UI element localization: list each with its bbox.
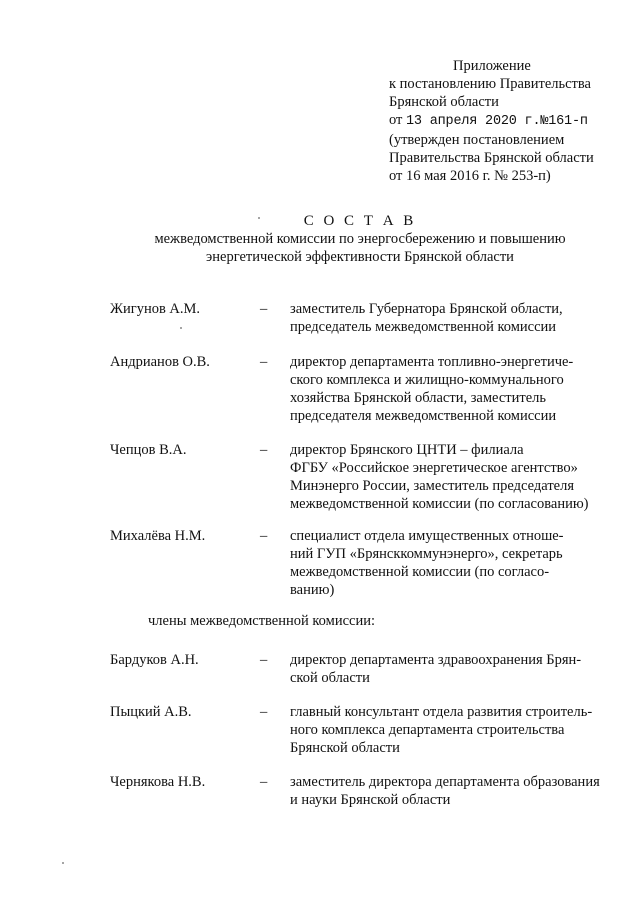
appendix-title: Приложение — [453, 58, 531, 74]
member-name: Пыцкий А.В. — [110, 704, 192, 720]
member-dash: – — [260, 704, 268, 720]
member-name: Жигунов А.М. — [110, 301, 201, 317]
member-dash: – — [260, 442, 268, 458]
member-name: Андрианов О.В. — [110, 354, 210, 370]
member-role-line: хозяйства Брянской области, заместитель — [290, 390, 546, 406]
member-role — [290, 773, 620, 809]
member-role-line: ного комплекса департамента строительства — [290, 722, 565, 738]
member-name: Михалёва Н.М. — [110, 528, 206, 544]
member-role-line: специалист отдела имущественных отноше- — [290, 528, 564, 544]
appendix-date-typed: 13 апреля 2020 г.№161-п — [406, 114, 588, 129]
member-role-line: межведомственной комиссии (по согласованию) — [290, 496, 589, 512]
appendix-line: Брянской области — [389, 94, 499, 110]
member-role-line: ний ГУП «Брянсккоммунэнерго», секретарь — [290, 546, 563, 562]
member-role-line: директор департамента топливно-энергетиче- — [290, 354, 574, 370]
member-role-line: председателя межведомственной комиссии — [290, 408, 557, 424]
member-role-line: заместитель директора департамента образования — [290, 774, 600, 790]
member-role — [290, 527, 620, 599]
member-role-line: ского комплекса и жилищно-коммунального — [290, 372, 564, 388]
member-dash: – — [260, 301, 268, 317]
member-dash: – — [260, 652, 268, 668]
member-role-line: Брянской области — [290, 740, 400, 756]
appendix-approved-line: Правительства Брянской области — [389, 150, 594, 166]
member-role — [290, 703, 620, 757]
member-role-line: ФГБУ «Российское энергетическое агентство» — [290, 460, 578, 476]
document-heading — [110, 212, 610, 266]
member-role-line: Минэнерго России, заместитель председателя — [290, 478, 575, 494]
member-role-line: межведомственной комиссии (по согласо- — [290, 564, 550, 580]
member-role-line: ской области — [290, 670, 370, 686]
member-role-line: ванию) — [290, 582, 335, 598]
member-name: Чернякова Н.В. — [110, 774, 206, 790]
heading-subtitle-line: энергетической эффективности Брянской области — [206, 249, 514, 265]
member-role-line: и науки Брянской области — [290, 792, 451, 808]
appendix-approved-line: от 16 мая 2016 г. № 253-п) — [389, 168, 551, 184]
heading-title: С О С Т А В — [303, 213, 417, 229]
member-role — [290, 441, 620, 513]
member-role — [290, 353, 620, 425]
scan-speck — [180, 327, 182, 329]
member-role-line: главный консультант отдела развития строитель- — [290, 704, 593, 720]
member-dash: – — [260, 354, 268, 370]
scan-speck — [62, 862, 64, 864]
member-name: Чепцов В.А. — [110, 442, 187, 458]
scan-speck — [258, 217, 260, 219]
appendix-line: к постановлению Правительства — [389, 76, 591, 92]
member-role — [290, 651, 620, 687]
appendix-block — [389, 57, 629, 185]
member-name: Бардуков А.Н. — [110, 652, 199, 668]
appendix-date-prefix: от — [389, 112, 403, 128]
member-role-line: директор департамента здравоохранения Брян- — [290, 652, 582, 668]
members-section-label: члены межведомственной комиссии: — [148, 613, 376, 629]
member-role-line: председатель межведомственной комиссии — [290, 319, 557, 335]
member-dash: – — [260, 528, 268, 544]
member-role — [290, 300, 620, 336]
member-dash: – — [260, 774, 268, 790]
heading-subtitle-line: межведомственной комиссии по энергосбережению и повышению — [154, 231, 566, 247]
member-role-line: заместитель Губернатора Брянской области, — [290, 301, 563, 317]
appendix-date-line — [389, 111, 629, 131]
appendix-approved-line: (утвержден постановлением — [389, 132, 565, 148]
member-role-line: директор Брянского ЦНТИ – филиала — [290, 442, 524, 458]
